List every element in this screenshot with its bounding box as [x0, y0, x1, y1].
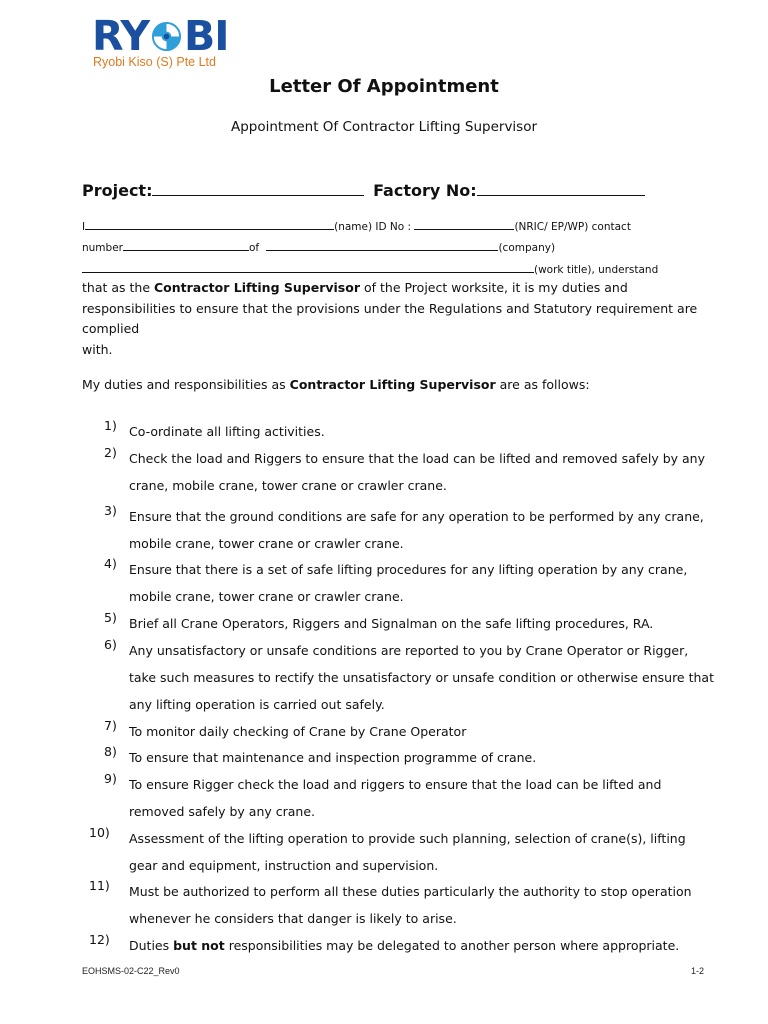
factory-label: Factory No:	[373, 181, 477, 200]
letter-subtitle: Appointment Of Contractor Lifting Supervisor	[230, 119, 538, 135]
duties-intro: My duties and responsibilities as Contractor Lifting Supervisor are as follows:	[82, 377, 590, 392]
duties-role-bold: Contractor Lifting Supervisor	[289, 377, 496, 392]
id-blank	[414, 219, 514, 230]
logo-brand-left: RY	[92, 12, 150, 60]
logo-brand-right: BI	[184, 12, 229, 60]
contact-blank	[123, 240, 249, 251]
document-code: EOHSMS-02-C22_Rev0	[82, 966, 180, 976]
role-name-bold: Contractor Lifting Supervisor	[154, 280, 360, 295]
logo-o-mark-icon	[150, 20, 183, 53]
form-line-2	[82, 240, 555, 254]
intro-line-4: with.	[82, 342, 113, 357]
name-id-label: (name) ID No :	[334, 221, 412, 233]
company-logo	[92, 14, 262, 76]
logo-wordmark	[92, 14, 229, 58]
emphasis-bold: but not	[173, 938, 225, 953]
nric-label: (NRIC/ EP/WP) contact	[514, 221, 631, 233]
letter-page: RY BI Ryobi Kiso (S) Pte Ltd Letter Of Appointment Appointment Of Contractor Lifting Supervisor Project: Factory No: I (name) ID No : (NRIC/ EP/WP) contact number of (company) (work title), understand that as the Contractor Lifting Supervisor of the Project worksite, it is my duties and responsibilities to ensure that the provisions under the Regulations and Statutory requirement are complied with. My duties and responsibilities as Contractor Lifting Supervisor are as follows: 1) Co-ordinate all lifting activities. 2) Check the load and Riggers to ensure that the load can be lifted and removed safely by any crane, mobile crane, tower crane or crawler crane. 3) Ensure that the ground conditions are safe for any operation to be performed by any crane, mobile crane, tower crane or crawler crane. 4) Ensure that there is a set of safe lifting procedures for any lifting operation by any crane, mobile crane, tower crane or crawler crane. 5) Brief all Crane Operators, Riggers and Signalman on the safe lifting procedures, RA. 6) Any unsatisfactory or unsafe conditions are reported to you by Crane Operator or Rigger, take such measures to rectify the unsatisfactory or unsafe condition or otherwise ensure that any lifting operation is carried out safely. 7) To monitor daily checking of Crane by Crane Operator 8) To ensure that maintenance and inspection programme of crane. 9) To ensure Rigger check the load and riggers to ensure that the load can be lifted and removed safely by any crane. 10) Assessment of the lifting operation to provide such planning, selection of crane(s), lifting gear and equipment, instruction and supervision. 11) Must be authorized to perform all these duties particularly the authority to stop operation whenever he considers that danger is likely to arise. 12) Duties but not responsibilities may be delegated to another person where appropriate. EOHSMS-02-C22_Rev0 1-2	[0, 0, 768, 1024]
page-number: 1-2	[690, 966, 704, 976]
company-blank	[266, 240, 498, 251]
contact-number-label: number	[82, 242, 123, 254]
form-line-3	[82, 262, 658, 276]
work-title-label: (work title), understand	[534, 264, 659, 276]
form-i-label: I	[82, 221, 86, 233]
project-blank	[152, 181, 364, 196]
name-blank	[85, 219, 334, 230]
intro-line-1: that as the Contractor Lifting Supervisor of the Project worksite, it is my duties and	[82, 280, 628, 295]
logo-company-name: Ryobi Kiso (S) Pte Ltd	[93, 55, 216, 69]
intro-line-2: responsibilities to ensure that the provisions under the Regulations and Statutory requirement are	[82, 301, 698, 316]
letter-title: Letter Of Appointment	[269, 76, 499, 97]
project-factory-line	[82, 181, 645, 200]
form-line-1	[82, 219, 631, 233]
project-label: Project:	[82, 181, 153, 200]
factory-blank	[477, 181, 645, 196]
company-label: (company)	[498, 242, 556, 254]
intro-line-3: complied	[82, 321, 140, 336]
work-title-blank	[82, 262, 534, 273]
of-label: of	[248, 242, 260, 254]
